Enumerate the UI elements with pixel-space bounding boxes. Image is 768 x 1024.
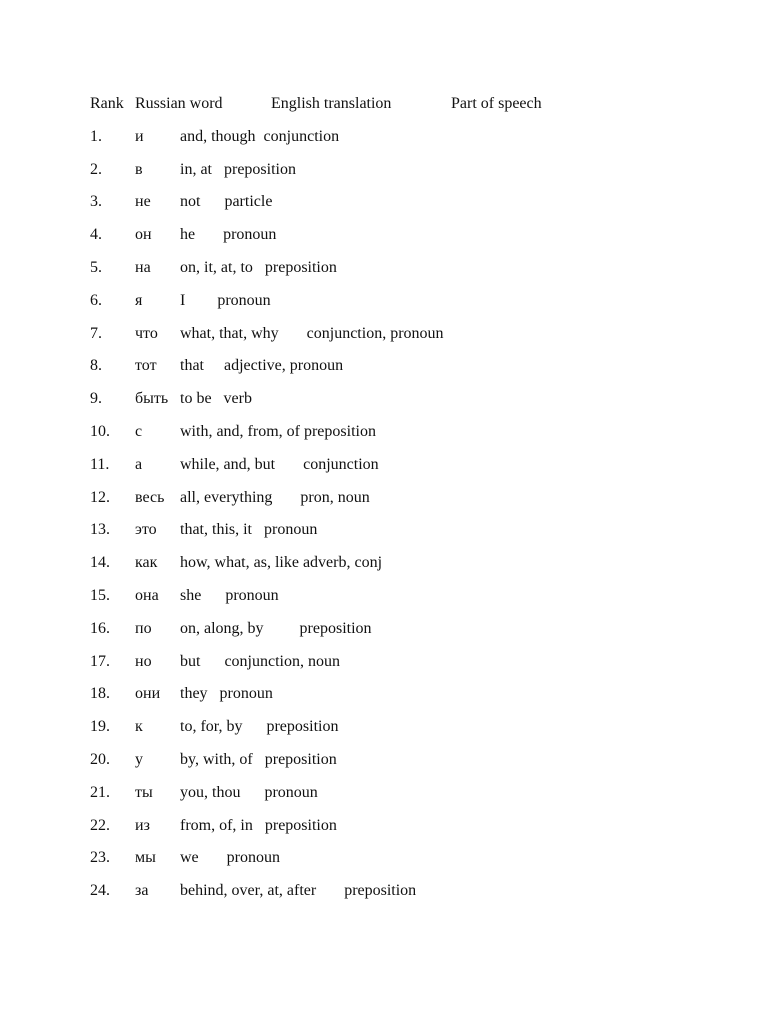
rank-cell: 21. bbox=[90, 783, 110, 801]
table-row bbox=[90, 190, 730, 223]
table-row bbox=[90, 781, 730, 814]
russian-word-cell: с bbox=[135, 422, 143, 440]
translation-and-pos-cell: while, and, but conjunction bbox=[180, 455, 379, 473]
table-row bbox=[90, 354, 730, 387]
table-row bbox=[90, 453, 730, 486]
header-english-translation: English translation bbox=[271, 95, 392, 112]
rank-cell: 17. bbox=[90, 652, 110, 670]
translation-and-pos-cell: all, everything pron, noun bbox=[180, 488, 370, 506]
table-row bbox=[90, 125, 730, 158]
translation-and-pos-cell: what, that, why conjunction, pronoun bbox=[180, 324, 444, 342]
russian-word-cell: они bbox=[135, 685, 161, 703]
word-rows bbox=[90, 125, 730, 912]
rank-cell: 12. bbox=[90, 488, 110, 506]
translation-and-pos-cell: that adjective, pronoun bbox=[180, 357, 344, 375]
translation-and-pos-cell: to be verb bbox=[180, 390, 252, 408]
russian-word-cell: ты bbox=[135, 783, 153, 801]
russian-word-cell: на bbox=[135, 258, 151, 276]
rank-cell: 1. bbox=[90, 127, 102, 145]
translation-and-pos-cell: on, along, by preposition bbox=[180, 619, 372, 637]
table-row bbox=[90, 682, 730, 715]
russian-word-cell: и bbox=[135, 127, 144, 145]
translation-and-pos-cell: you, thou pronoun bbox=[180, 783, 318, 801]
rank-cell: 15. bbox=[90, 586, 110, 604]
translation-and-pos-cell: from, of, in preposition bbox=[180, 816, 337, 834]
translation-and-pos-cell: in, at preposition bbox=[180, 160, 296, 178]
rank-cell: 8. bbox=[90, 357, 102, 375]
table-row bbox=[90, 223, 730, 256]
translation-and-pos-cell: behind, over, at, after preposition bbox=[180, 882, 417, 900]
translation-and-pos-cell: that, this, it pronoun bbox=[180, 521, 318, 539]
russian-word-cell: не bbox=[135, 193, 151, 211]
russian-word-cell: за bbox=[135, 882, 149, 900]
rank-cell: 10. bbox=[90, 422, 110, 440]
russian-word-cell: я bbox=[135, 291, 143, 309]
header-part-of-speech: Part of speech bbox=[451, 95, 542, 112]
russian-word-cell: это bbox=[135, 521, 157, 539]
table-row bbox=[90, 518, 730, 551]
table-row bbox=[90, 814, 730, 847]
rank-cell: 18. bbox=[90, 685, 110, 703]
russian-word-cell: по bbox=[135, 619, 152, 637]
table-row bbox=[90, 879, 730, 912]
russian-word-cell: он bbox=[135, 226, 152, 244]
russian-word-cell: а bbox=[135, 455, 143, 473]
russian-word-cell: у bbox=[135, 750, 143, 768]
translation-and-pos-cell: and, though conjunction bbox=[180, 127, 340, 145]
table-row bbox=[90, 846, 730, 879]
rank-cell: 7. bbox=[90, 324, 102, 342]
table-row bbox=[90, 584, 730, 617]
russian-word-cell: весь bbox=[135, 488, 165, 506]
rank-cell: 19. bbox=[90, 718, 110, 736]
rank-cell: 11. bbox=[90, 455, 110, 473]
translation-and-pos-cell: on, it, at, to preposition bbox=[180, 258, 337, 276]
table-row bbox=[90, 387, 730, 420]
russian-word-cell: но bbox=[135, 652, 152, 670]
russian-word-cell: как bbox=[135, 554, 158, 572]
translation-and-pos-cell: but conjunction, noun bbox=[180, 652, 340, 670]
russian-word-cell: к bbox=[135, 718, 143, 736]
rank-cell: 16. bbox=[90, 619, 110, 637]
rank-cell: 5. bbox=[90, 258, 102, 276]
russian-word-cell: что bbox=[135, 324, 158, 342]
russian-word-cell: мы bbox=[135, 849, 156, 867]
table-row bbox=[90, 486, 730, 519]
header-rank: Rank bbox=[90, 95, 124, 112]
translation-and-pos-cell: we pronoun bbox=[180, 849, 280, 867]
word-frequency-list bbox=[90, 92, 730, 912]
russian-word-cell: тот bbox=[135, 357, 157, 375]
translation-and-pos-cell: with, and, from, of preposition bbox=[180, 422, 376, 440]
translation-and-pos-cell: not particle bbox=[180, 193, 273, 211]
rank-cell: 14. bbox=[90, 554, 110, 572]
translation-and-pos-cell: by, with, of preposition bbox=[180, 750, 337, 768]
translation-and-pos-cell: she pronoun bbox=[180, 586, 279, 604]
table-row bbox=[90, 289, 730, 322]
translation-and-pos-cell: they pronoun bbox=[180, 685, 273, 703]
rank-cell: 3. bbox=[90, 193, 102, 211]
table-row bbox=[90, 748, 730, 781]
rank-cell: 4. bbox=[90, 226, 102, 244]
rank-cell: 6. bbox=[90, 291, 102, 309]
table-row bbox=[90, 256, 730, 289]
russian-word-cell: она bbox=[135, 586, 159, 604]
russian-word-cell: в bbox=[135, 160, 143, 178]
rank-cell: 9. bbox=[90, 390, 102, 408]
table-row bbox=[90, 650, 730, 683]
table-row bbox=[90, 420, 730, 453]
table-row bbox=[90, 551, 730, 584]
translation-and-pos-cell: he pronoun bbox=[180, 226, 277, 244]
header-russian-word: Russian word bbox=[135, 95, 223, 112]
table-row bbox=[90, 715, 730, 748]
translation-and-pos-cell: I pronoun bbox=[180, 291, 271, 309]
table-row bbox=[90, 158, 730, 191]
rank-cell: 24. bbox=[90, 882, 110, 900]
russian-word-cell: из bbox=[135, 816, 150, 834]
table-row bbox=[90, 617, 730, 650]
translation-and-pos-cell: how, what, as, like adverb, conj bbox=[180, 554, 383, 572]
rank-cell: 22. bbox=[90, 816, 110, 834]
rank-cell: 13. bbox=[90, 521, 110, 539]
table-row bbox=[90, 322, 730, 355]
rank-cell: 20. bbox=[90, 750, 110, 768]
rank-cell: 23. bbox=[90, 849, 110, 867]
table-header bbox=[90, 92, 730, 125]
rank-cell: 2. bbox=[90, 160, 102, 178]
translation-and-pos-cell: to, for, by preposition bbox=[180, 718, 339, 736]
russian-word-cell: быть bbox=[135, 390, 169, 408]
